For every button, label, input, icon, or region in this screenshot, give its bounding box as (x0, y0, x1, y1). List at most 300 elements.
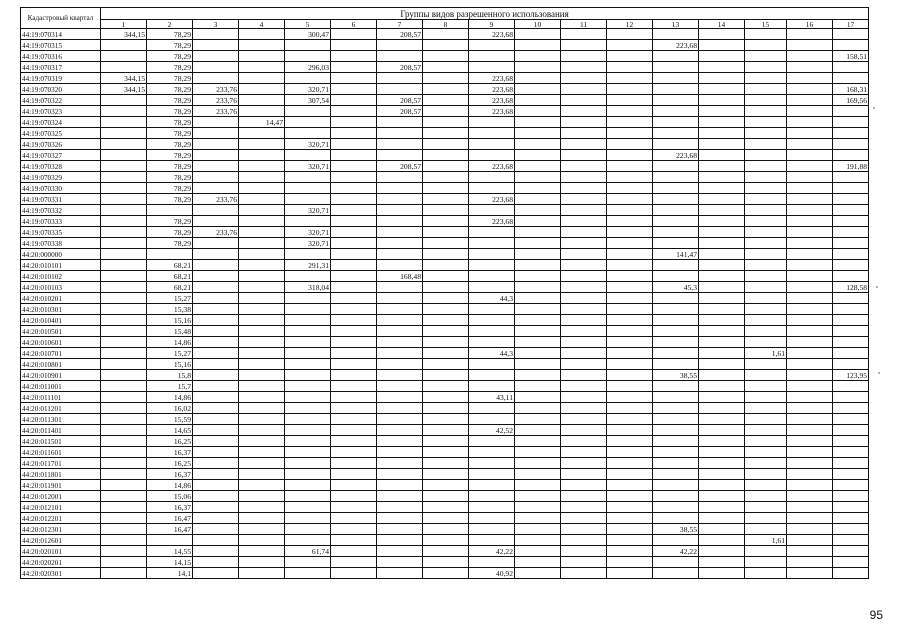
cadastral-quarter-id: 44:19:070325 (21, 128, 101, 139)
value-cell (515, 502, 561, 513)
value-cell: 1,61 (745, 348, 787, 359)
value-cell (377, 238, 423, 249)
value-cell (469, 117, 515, 128)
value-cell: 223,68 (469, 95, 515, 106)
value-cell (515, 304, 561, 315)
value-cell (515, 183, 561, 194)
value-cell (239, 557, 285, 568)
value-cell (561, 392, 607, 403)
value-cell (515, 216, 561, 227)
value-cell (239, 293, 285, 304)
value-cell (331, 502, 377, 513)
cadastral-quarter-id: 44:20:010103 (21, 282, 101, 293)
table-row (21, 359, 869, 370)
table-row (21, 480, 869, 491)
cadastral-quarter-id: 44:20:011201 (21, 403, 101, 414)
value-cell: 78,29 (147, 150, 193, 161)
value-cell (377, 436, 423, 447)
value-cell (377, 392, 423, 403)
value-cell (469, 403, 515, 414)
value-cell (101, 436, 147, 447)
value-cell (653, 51, 699, 62)
value-cell (561, 304, 607, 315)
value-cell (377, 84, 423, 95)
cadastral-quarter-id: 44:19:070335 (21, 227, 101, 238)
group-number-header: 6 (331, 19, 377, 28)
value-cell (377, 458, 423, 469)
value-cell (699, 524, 745, 535)
cadastral-quarter-id: 44:20:010601 (21, 337, 101, 348)
value-cell: 344,15 (101, 84, 147, 95)
value-cell (423, 84, 469, 95)
value-cell (745, 480, 787, 491)
value-cell (469, 535, 515, 546)
value-cell (607, 480, 653, 491)
value-cell (331, 414, 377, 425)
value-cell: 320,71 (285, 161, 331, 172)
value-cell (607, 524, 653, 535)
value-cell (561, 524, 607, 535)
value-cell (377, 502, 423, 513)
value-cell (787, 271, 833, 282)
value-cell (239, 480, 285, 491)
table-row (21, 227, 869, 238)
value-cell: 68,21 (147, 271, 193, 282)
value-cell (423, 216, 469, 227)
cadastral-quarter-id: 44:20:011101 (21, 392, 101, 403)
value-cell (469, 315, 515, 326)
value-cell (377, 491, 423, 502)
quarter-column-header: Кадастровый квартал (21, 8, 101, 29)
value-cell (193, 315, 239, 326)
value-cell (653, 95, 699, 106)
value-cell (787, 183, 833, 194)
value-cell (745, 414, 787, 425)
value-cell (423, 524, 469, 535)
value-cell (561, 260, 607, 271)
value-cell: 223,68 (469, 84, 515, 95)
value-cell: 15,38 (147, 304, 193, 315)
value-cell (653, 458, 699, 469)
value-cell: 168,31 (833, 84, 869, 95)
value-cell (699, 425, 745, 436)
value-cell (515, 150, 561, 161)
value-cell (377, 260, 423, 271)
value-cell: 296,03 (285, 62, 331, 73)
value-cell (331, 40, 377, 51)
value-cell: 320,71 (285, 139, 331, 150)
value-cell: 300,47 (285, 29, 331, 40)
value-cell (331, 458, 377, 469)
value-cell (745, 568, 787, 579)
value-cell: 14,86 (147, 392, 193, 403)
value-cell (561, 337, 607, 348)
value-cell (193, 557, 239, 568)
value-cell: 223,68 (469, 194, 515, 205)
value-cell (239, 62, 285, 73)
value-cell (239, 194, 285, 205)
value-cell (331, 194, 377, 205)
value-cell: 15,16 (147, 315, 193, 326)
value-cell (377, 40, 423, 51)
value-cell (193, 238, 239, 249)
value-cell: 78,29 (147, 40, 193, 51)
value-cell (423, 139, 469, 150)
value-cell (377, 568, 423, 579)
value-cell (331, 326, 377, 337)
value-cell (745, 216, 787, 227)
value-cell (147, 249, 193, 260)
value-cell (239, 172, 285, 183)
value-cell (833, 227, 869, 238)
group-number-header: 4 (239, 19, 285, 28)
cadastral-quarter-id: 44:20:012001 (21, 491, 101, 502)
value-cell (787, 370, 833, 381)
value-cell (787, 480, 833, 491)
value-cell: 320,71 (285, 205, 331, 216)
value-cell (561, 271, 607, 282)
value-cell (423, 359, 469, 370)
value-cell (515, 469, 561, 480)
value-cell (331, 205, 377, 216)
value-cell (607, 161, 653, 172)
value-cell (607, 216, 653, 227)
value-cell (285, 326, 331, 337)
cadastral-quarter-id: 44:20:011801 (21, 469, 101, 480)
value-cell: 14,55 (147, 546, 193, 557)
value-cell (239, 95, 285, 106)
value-cell (561, 51, 607, 62)
value-cell (787, 513, 833, 524)
value-cell (561, 172, 607, 183)
value-cell (833, 546, 869, 557)
value-cell (239, 73, 285, 84)
cadastral-quarter-id: 44:19:070315 (21, 40, 101, 51)
value-cell: 14,15 (147, 557, 193, 568)
value-cell (239, 326, 285, 337)
value-cell (101, 62, 147, 73)
value-cell (331, 183, 377, 194)
value-cell (515, 546, 561, 557)
value-cell (239, 568, 285, 579)
value-cell (745, 161, 787, 172)
value-cell (469, 359, 515, 370)
value-cell (239, 106, 285, 117)
value-cell (745, 51, 787, 62)
value-cell (607, 51, 653, 62)
cadastral-quarter-id: 44:20:011901 (21, 480, 101, 491)
value-cell (423, 469, 469, 480)
value-cell (699, 73, 745, 84)
value-cell (787, 337, 833, 348)
value-cell (377, 469, 423, 480)
cadastral-quarter-id: 44:19:070314 (21, 29, 101, 40)
value-cell (423, 106, 469, 117)
value-cell (699, 557, 745, 568)
value-cell (607, 40, 653, 51)
cadastral-quarter-id: 44:20:012101 (21, 502, 101, 513)
value-cell (787, 282, 833, 293)
value-cell (561, 458, 607, 469)
value-cell (423, 568, 469, 579)
value-cell (515, 249, 561, 260)
value-cell (699, 480, 745, 491)
table-row (21, 414, 869, 425)
value-cell (469, 183, 515, 194)
value-cell: 128,58 (833, 282, 869, 293)
value-cell (469, 271, 515, 282)
value-cell (239, 128, 285, 139)
cadastral-quarter-id: 44:19:070329 (21, 172, 101, 183)
cadastral-quarter-id: 44:20:012201 (21, 513, 101, 524)
value-cell (193, 546, 239, 557)
value-cell (423, 436, 469, 447)
value-cell (607, 469, 653, 480)
value-cell (285, 106, 331, 117)
value-cell (285, 524, 331, 535)
value-cell: 16,37 (147, 502, 193, 513)
value-cell (515, 535, 561, 546)
group-number-header: 16 (787, 19, 833, 28)
value-cell (653, 436, 699, 447)
value-cell (833, 458, 869, 469)
value-cell: 16,25 (147, 436, 193, 447)
value-cell (653, 513, 699, 524)
value-cell (699, 128, 745, 139)
value-cell (833, 447, 869, 458)
value-cell (101, 480, 147, 491)
value-cell (377, 359, 423, 370)
value-cell (561, 128, 607, 139)
value-cell (331, 480, 377, 491)
value-cell (745, 392, 787, 403)
value-cell (607, 62, 653, 73)
table-row (21, 194, 869, 205)
value-cell (193, 502, 239, 513)
value-cell (607, 392, 653, 403)
table-row (21, 392, 869, 403)
value-cell (377, 326, 423, 337)
cadastral-quarter-id: 44:20:020301 (21, 568, 101, 579)
cadastral-quarter-id: 44:19:070333 (21, 216, 101, 227)
value-cell (239, 304, 285, 315)
value-cell (745, 40, 787, 51)
value-cell (423, 205, 469, 216)
table-row (21, 557, 869, 568)
cadastral-quarter-id: 44:19:070319 (21, 73, 101, 84)
value-cell (331, 238, 377, 249)
value-cell (699, 381, 745, 392)
value-cell: 15,16 (147, 359, 193, 370)
value-cell (787, 238, 833, 249)
value-cell: 15,27 (147, 348, 193, 359)
value-cell: 223,68 (469, 73, 515, 84)
value-cell (699, 293, 745, 304)
value-cell: 208,57 (377, 29, 423, 40)
cadastral-quarter-id: 44:19:070330 (21, 183, 101, 194)
table-row (21, 403, 869, 414)
value-cell (607, 260, 653, 271)
value-cell (699, 205, 745, 216)
value-cell (653, 128, 699, 139)
group-number-header: 2 (147, 19, 193, 28)
value-cell (515, 117, 561, 128)
value-cell (787, 304, 833, 315)
value-cell (331, 73, 377, 84)
value-cell (423, 150, 469, 161)
table-row (21, 315, 869, 326)
value-cell (653, 161, 699, 172)
value-cell (515, 51, 561, 62)
value-cell (331, 161, 377, 172)
value-cell (787, 161, 833, 172)
value-cell (515, 293, 561, 304)
value-cell (423, 447, 469, 458)
value-cell (653, 359, 699, 370)
value-cell: 44,3 (469, 293, 515, 304)
value-cell (561, 381, 607, 392)
value-cell (377, 348, 423, 359)
value-cell: 223,68 (653, 40, 699, 51)
table-row (21, 293, 869, 304)
value-cell (745, 381, 787, 392)
value-cell (101, 172, 147, 183)
value-cell: 233,76 (193, 95, 239, 106)
value-cell (101, 194, 147, 205)
value-cell (607, 183, 653, 194)
value-cell (653, 425, 699, 436)
value-cell (607, 139, 653, 150)
value-cell (833, 535, 869, 546)
value-cell (515, 480, 561, 491)
table-row (21, 381, 869, 392)
value-cell (101, 293, 147, 304)
value-cell (193, 568, 239, 579)
value-cell (787, 139, 833, 150)
value-cell (423, 491, 469, 502)
value-cell (331, 381, 377, 392)
group-number-header: 13 (653, 19, 699, 28)
table-row (21, 337, 869, 348)
value-cell (193, 139, 239, 150)
value-cell (101, 282, 147, 293)
value-cell (699, 326, 745, 337)
value-cell (699, 436, 745, 447)
value-cell (331, 106, 377, 117)
value-cell: 45,3 (653, 282, 699, 293)
value-cell: 16,37 (147, 469, 193, 480)
value-cell (787, 106, 833, 117)
value-cell (653, 502, 699, 513)
value-cell (193, 447, 239, 458)
value-cell (833, 73, 869, 84)
value-cell (331, 436, 377, 447)
value-cell (699, 260, 745, 271)
value-cell (515, 491, 561, 502)
value-cell (787, 293, 833, 304)
cadastral-quarter-id: 44:20:011601 (21, 447, 101, 458)
value-cell (285, 458, 331, 469)
value-cell (331, 293, 377, 304)
value-cell: 223,68 (469, 29, 515, 40)
value-cell (745, 513, 787, 524)
value-cell (331, 491, 377, 502)
value-cell (101, 392, 147, 403)
table-row (21, 172, 869, 183)
value-cell (607, 315, 653, 326)
value-cell (239, 491, 285, 502)
value-cell: 78,29 (147, 216, 193, 227)
value-cell (833, 436, 869, 447)
value-cell (331, 117, 377, 128)
value-cell (607, 491, 653, 502)
value-cell (423, 271, 469, 282)
value-cell (239, 260, 285, 271)
value-cell (423, 326, 469, 337)
value-cell: 15,59 (147, 414, 193, 425)
value-cell (101, 447, 147, 458)
value-cell (101, 139, 147, 150)
value-cell: 42,22 (469, 546, 515, 557)
value-cell (239, 535, 285, 546)
value-cell (331, 84, 377, 95)
value-cell (193, 480, 239, 491)
value-cell (239, 348, 285, 359)
value-cell (561, 491, 607, 502)
value-cell (101, 491, 147, 502)
value-cell (193, 128, 239, 139)
value-cell (561, 183, 607, 194)
value-cell (515, 238, 561, 249)
value-cell (193, 216, 239, 227)
value-cell (469, 139, 515, 150)
value-cell (787, 546, 833, 557)
value-cell (699, 447, 745, 458)
value-cell (101, 216, 147, 227)
group-number-header: 5 (285, 19, 331, 28)
value-cell (833, 260, 869, 271)
value-cell: 15,7 (147, 381, 193, 392)
value-cell (515, 337, 561, 348)
value-cell (101, 513, 147, 524)
value-cell (745, 447, 787, 458)
value-cell (423, 227, 469, 238)
value-cell (101, 326, 147, 337)
value-cell (285, 403, 331, 414)
value-cell (787, 194, 833, 205)
value-cell (745, 524, 787, 535)
value-cell (101, 381, 147, 392)
value-cell (607, 535, 653, 546)
value-cell: 318,04 (285, 282, 331, 293)
value-cell (515, 315, 561, 326)
value-cell: 223,68 (469, 216, 515, 227)
value-cell (239, 40, 285, 51)
value-cell: 169,56 (833, 95, 869, 106)
value-cell (331, 447, 377, 458)
value-cell (833, 337, 869, 348)
cadastral-quarter-id: 44:20:010102 (21, 271, 101, 282)
value-cell (833, 513, 869, 524)
value-cell: 78,29 (147, 106, 193, 117)
value-cell (699, 106, 745, 117)
value-cell (423, 480, 469, 491)
value-cell (607, 106, 653, 117)
value-cell (745, 238, 787, 249)
group-number-header: 7 (377, 19, 423, 28)
value-cell (331, 524, 377, 535)
value-cell (193, 183, 239, 194)
